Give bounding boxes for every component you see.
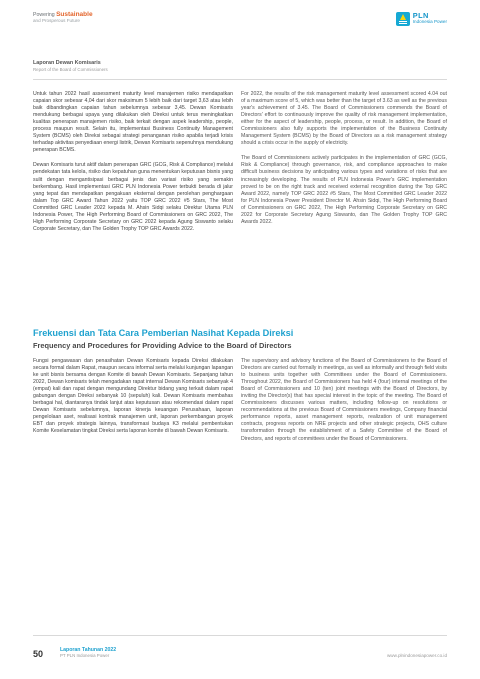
footer-url-link[interactable]: www.plnindonesiapower.co.id bbox=[386, 653, 447, 658]
page-number: 50 bbox=[33, 649, 44, 659]
lightning-logo-icon bbox=[396, 12, 410, 26]
pln-logo bbox=[396, 12, 447, 26]
report-company: PT PLN Indonesia Power bbox=[60, 653, 110, 658]
left-column-bottom bbox=[33, 358, 233, 444]
tagline-line-2: and Prosperous Future bbox=[33, 18, 80, 23]
subsection-title-en: Frequency and Procedures for Providing Advice to the Board of Directors bbox=[33, 341, 292, 350]
paragraph-grc-id: Dewan Komisaris turut aktif dalam penerapan GRC (GCG, Risk & Compliance) melalui pendekatan tata kelola, risiko dan kepatuhan guna menentukan keputusan bisnis yang sulit dengan mengantisipasi berbagai jenis dan variasi risiko yang semakin berkembang. Hasil implementasi GRC PLN Indonesia Power terbukti berada di jalur yang tepat dan mendapatkan pengakuan eksternal dengan perolehan penghargaan dalam Top GRC Award Tahun 2022 yaitu TOP GRC 2022 #5 Stars, The Most Committed GRC Leader 2022 kepada M. Ahsin Sidqi selaku Direktur Utama PLN Indonesia Power, The High Performing Board of Commissioners on GRC 2022, The High Performing Corporate Secretary on GRC 2022 kepada Agung Siswanto selaku Corporate Secretary, dan The Golden Trophy TOP GRC Awards 2022. bbox=[33, 162, 233, 232]
footer-report-title bbox=[60, 647, 116, 659]
header-divider bbox=[33, 79, 447, 80]
tagline-prefix: Powering bbox=[33, 12, 57, 18]
right-column-top bbox=[241, 91, 447, 234]
paragraph-grc-en: The Board of Commissioners actively participates in the implementation of GRC (GCG, Risk & Compliance) through governance, risk, and compliance approaches to make difficult business decisions by anticipating various types and variations of risks that are increasingly developing. The results of PLN Indonesia Power's GRC implementation proved to be on the right track and received external recognition during the Top GRC Award 2022, namely TOP GRC 2022 #5 Stars, The Most Committed GRC Leader 2022 for PLN Indonesia Power President Director M. Ahsin Sidqi, The High Performing Board of Commissioners on GRC 2022, The High Performing Corporate Secretary on GRC 2022 for Corporate Secretary Agung Siswanto, dan The Golden Trophy TOP GRC Awards 2022. bbox=[241, 155, 447, 225]
logo-subtitle: Indonesia Power bbox=[412, 19, 447, 24]
section-subtitle: Report of the Board of Commissioners bbox=[33, 66, 108, 72]
logo-brand: PLN bbox=[412, 11, 429, 20]
logo-text bbox=[413, 13, 447, 25]
report-title: Laporan Tahunan 2022 bbox=[60, 647, 117, 653]
paragraph-advice-id: Fungsi pengawasan dan penasihatan Dewan Komisaris kepada Direksi dilakukan secara formal dalam Rapat, maupun secara informal serta melalui kunjungan lapangan ke unit bisnis bersama dengan Komite di bawah Dewan Komisaris. Sepanjang tahun 2022, Dewan komisaris telah mengadakan rapat internal Dewan Komisaris sebanyak 4 (empat) kali dan rapat dengan mengundang Direktur bidang yang terkait dalam rapat gabungan dengan Direksi sebanyak 10 (sepuluh) kali. Dewan Komisaris membahas berbagai hal, diantaranya tindak lanjut atas keputusan atau rekomendasi dalam rapat Dewan Komisaris sebelumnya, laporan kinerja keuangan Perusahaan, laporan pengelolaan aset, realisasi kontrak manajemen unit, laporan perkembangan proyek EBT dan proyek strategis lainnya, transformasi budaya K3 melalui pembentukan Komite Keselamatan tingkat Direksi serta laporan komite di bawah Dewan Komisaris. bbox=[33, 358, 233, 435]
paragraph-risk-maturity-id: Untuk tahun 2022 hasil assessment maturity level manajemen risiko mendapatkan capaian skor sebesar 4,04 dari skor maksimum 5 lebih baik dari target 3,63 atau lebih baik dibandingkan capaian tahun sebelumnya sebesar 3,45. Dewan Komisaris mendukung berbagai upaya yang dilakukan oleh Direksi untuk terus meningkatkan kualitas penerapan manajemen risiko, baik terkait dengan aspek leadership, people, process maupun result. Selain itu, implementasi Business Continuity Management System (BCMS) oleh Direksi sebagai strategi penanganan risiko apabila terjadi krisis terhadap aktivitas penyediaan energi listrik, Dewan Komisaris sepenuhnya mendukung penerapan BCMS. bbox=[33, 91, 233, 154]
tagline-emphasis: Sustainable bbox=[56, 11, 93, 18]
footer-divider bbox=[33, 635, 447, 636]
right-column-bottom bbox=[241, 358, 447, 451]
section-heading bbox=[33, 60, 108, 72]
left-column-top bbox=[33, 91, 233, 241]
subsection-title-id: Frekuensi dan Tata Cara Pemberian Nasihat Kepada Direksi bbox=[33, 328, 294, 338]
section-title: Laporan Dewan Komisaris bbox=[33, 60, 101, 66]
header-tagline bbox=[33, 12, 93, 24]
paragraph-advice-en: The supervisory and advisory functions of the Board of Commissioners to the Board of Directors are carried out formally in meetings, as well as informally and through field visits to business units together with Committees under the Board of Commissioners. Throughout 2022, the Board of Commissioners has held 4 (four) internal meetings of the Board of Commissioners and 10 (ten) joint meetings with the Board of Directors, by inviting the Director(s) that has special interest in the topic of the meeting. The Board of Commissioners discusses various matters, including follow-up on resolutions or recommendations at the previous Board of Commissioners meetings, Company financial performance reports, asset management reports, realization of unit management contracts, progress reports on NRE projects and other strategic projects, OHS culture transformation through the establishment of a Safety Committee of the Board of Directors, and reports of committees under the Board of Commissioners. bbox=[241, 358, 447, 442]
paragraph-risk-maturity-en: For 2022, the results of the risk management maturity level assessment scored 4.04 out of a maximum score of 5, which was better than the target of 3.63 as well as the previous year's achievement of 3.45. The Board of Commissioners commends the Board of Directors' effort to continuously improve the quality of risk management implementation, either for the aspect of leadership, people, process, or result. In addition, the Board of Commissioners also fully supports the implementation of the Business Continuity Management System (BCMS) by the Board of Directors as a risk management strategy should a crisis occur in the supply of electricity. bbox=[241, 91, 447, 147]
